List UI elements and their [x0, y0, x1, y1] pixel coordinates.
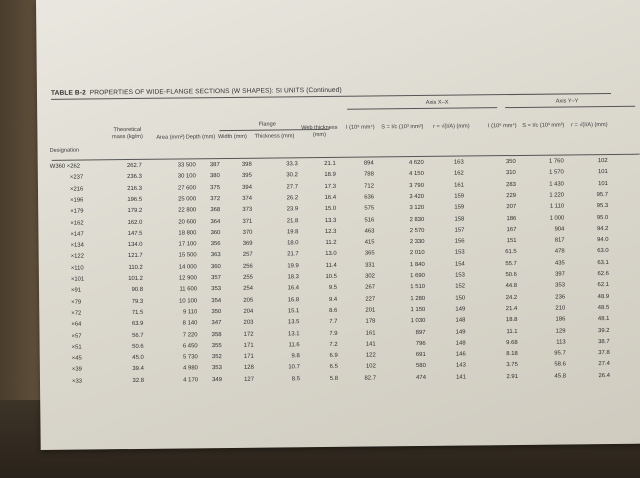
cell-depth: 353	[211, 365, 222, 372]
cell-sx: 1 030	[410, 318, 426, 325]
cell-depth: 375	[210, 184, 221, 191]
cell-designation: ×147	[70, 231, 84, 238]
cell-sy: 817	[554, 237, 565, 244]
cell-depth: 360	[210, 229, 221, 236]
cell-ry: 37.8	[598, 350, 610, 357]
cell-iy: 18.8	[505, 317, 518, 324]
cell-sy: 113	[556, 339, 566, 346]
header-mass: Theoretical mass (kg/m)	[112, 126, 143, 141]
cell-iy: 3.75	[506, 362, 518, 369]
header-iy: I (10⁶ mm⁴)	[487, 122, 517, 130]
cell-iy: 55.7	[505, 260, 517, 267]
cell-thickness: 11.6	[288, 342, 300, 349]
cell-depth: 363	[210, 252, 221, 259]
cell-rx: 156	[454, 238, 465, 245]
cell-ry: 26.4	[598, 372, 610, 379]
cell-mass: 101.2	[128, 275, 143, 283]
header-rx: r = √(I/A) (mm)	[433, 123, 470, 130]
cell-designation: ×64	[71, 321, 82, 328]
cell-sy: 1 000	[549, 214, 565, 222]
cell-mass: 121.7	[127, 253, 143, 260]
cell-ry: 38.7	[598, 338, 610, 345]
cell-width: 172	[243, 331, 254, 338]
cell-sx: 1 150	[410, 306, 426, 313]
cell-width: 369	[242, 240, 253, 247]
cell-mass: 39.4	[132, 366, 144, 373]
cell-area: 4 170	[183, 377, 199, 384]
cell-mass: 90.8	[131, 287, 144, 294]
cell-ix: 201	[365, 307, 376, 314]
cell-mass: 236.3	[127, 174, 142, 181]
table-number: TABLE B-2	[50, 89, 86, 97]
cell-designation: ×51	[71, 344, 82, 351]
cell-rx: 158	[454, 216, 465, 223]
cell-web: 16.4	[324, 194, 337, 201]
book-page	[36, 0, 640, 450]
cell-area: 5 730	[182, 354, 198, 361]
cell-iy: 310	[505, 170, 516, 177]
cell-thickness: 15.1	[287, 308, 300, 315]
cell-mass: 56.7	[132, 332, 144, 339]
cell-mass: 162.0	[127, 219, 143, 226]
cell-ry: 27.4	[598, 361, 610, 368]
cell-area: 27 600	[177, 184, 197, 192]
cell-thickness: 33.3	[286, 161, 298, 168]
cell-designation: ×134	[70, 242, 84, 249]
cell-ry: 62.1	[597, 282, 610, 289]
cell-sx: 3 790	[409, 182, 424, 189]
cell-ix: 516	[364, 216, 375, 224]
table-title: PROPERTIES OF WIDE-FLANGE SECTIONS (W SHAPES): SI UNITS (Continued)	[89, 86, 342, 97]
cell-web: 9.4	[328, 296, 338, 303]
axis-x-rule	[347, 107, 497, 110]
cell-depth: 355	[211, 342, 222, 349]
cell-web: 6.5	[329, 364, 338, 371]
cell-ry: 63.0	[597, 248, 609, 255]
cell-width: 373	[242, 206, 253, 214]
header-axis-x: Axis X–X	[425, 99, 449, 106]
cell-thickness: 18.3	[287, 274, 299, 281]
header-ry: r = √(I/A) (mm)	[571, 122, 608, 129]
header-axis-y: Axis Y–Y	[555, 98, 579, 105]
cell-thickness: 16.4	[287, 285, 300, 292]
cell-mass: 79.3	[131, 298, 144, 305]
cell-iy: 61.5	[505, 249, 517, 256]
cell-sx: 3 120	[409, 205, 425, 212]
cell-thickness: 13.1	[288, 330, 300, 337]
header-sy: S = I/c (10³ mm³)	[522, 122, 565, 129]
cell-ry: 62.6	[597, 271, 609, 278]
cell-depth: 387	[209, 162, 220, 169]
cell-area: 11 600	[179, 286, 198, 293]
cell-area: 14 000	[178, 264, 197, 271]
header-ix: I (10⁶ mm⁴)	[345, 124, 375, 131]
cell-sx: 4 150	[409, 171, 424, 178]
cell-rx: 157	[454, 227, 465, 234]
cell-depth: 357	[211, 275, 221, 282]
cell-depth: 349	[212, 376, 223, 383]
cell-depth: 380	[209, 173, 220, 180]
cell-iy: 8.18	[506, 351, 518, 358]
cell-width: 257	[242, 252, 253, 259]
cell-sx: 1 690	[410, 272, 425, 280]
cell-sx: 691	[415, 352, 426, 359]
cell-sx: 4 620	[408, 159, 424, 167]
cell-width: 256	[242, 263, 253, 270]
cell-designation: ×216	[69, 186, 84, 193]
cell-sy: 1 570	[549, 169, 564, 176]
cell-thickness: 21.8	[286, 217, 299, 224]
cell-designation: ×57	[71, 333, 82, 340]
cell-sx: 2 010	[409, 250, 425, 257]
cell-mass: 32.8	[132, 377, 145, 384]
header-flange: Flange	[258, 121, 276, 128]
cell-designation: W360 ×262	[49, 163, 81, 170]
cell-designation: ×179	[70, 208, 84, 215]
cell-iy: 24.2	[505, 294, 518, 301]
cell-web: 10.5	[325, 273, 337, 280]
axis-y-rule	[505, 106, 635, 108]
cell-area: 10 100	[179, 297, 198, 305]
cell-ry: 48.9	[597, 293, 610, 300]
cell-thickness: 9.8	[291, 353, 300, 360]
cell-depth: 347	[211, 320, 222, 327]
cell-iy: 350	[505, 158, 516, 166]
cell-depth: 356	[210, 241, 221, 248]
cell-depth: 352	[211, 354, 222, 361]
cell-sy: 904	[554, 226, 565, 233]
cell-thickness: 19.9	[287, 262, 299, 270]
cell-ix: 141	[365, 341, 376, 348]
cell-thickness: 10.7	[288, 364, 300, 371]
cell-rx: 163	[453, 159, 464, 166]
cell-rx: 159	[454, 204, 465, 211]
cell-mass: 262.7	[126, 162, 142, 170]
cell-thickness: 13.5	[287, 319, 300, 326]
cell-width: 374	[242, 195, 253, 202]
cell-width: 371	[242, 218, 253, 225]
cell-designation: ×110	[70, 265, 84, 272]
cell-ry: 95.7	[596, 191, 609, 199]
cell-iy: 11.1	[506, 328, 518, 335]
cell-ry: 94.0	[597, 237, 609, 244]
cell-ix: 788	[363, 171, 374, 178]
cell-ix: 365	[364, 250, 375, 257]
cell-web: 13.3	[324, 217, 337, 224]
cell-web: 11.4	[325, 262, 337, 269]
cell-thickness: 26.2	[286, 195, 299, 202]
cell-ry: 95.0	[596, 214, 609, 221]
cell-designation: ×101	[70, 276, 85, 283]
cell-rx: 148	[455, 340, 466, 347]
cell-depth: 353	[211, 286, 222, 293]
cell-rx: 141	[456, 374, 467, 381]
cell-rx: 162	[453, 170, 464, 177]
cell-area: 8 140	[182, 320, 198, 327]
cell-ix: 82.7	[364, 375, 377, 382]
cell-sy: 210	[555, 305, 566, 312]
cell-rx: 153	[455, 272, 465, 279]
cell-width: 205	[243, 297, 254, 304]
cell-iy: 9.68	[506, 339, 518, 346]
cell-area: 6 450	[182, 343, 198, 350]
cell-mass: 45.0	[132, 354, 144, 362]
cell-designation: ×196	[70, 197, 84, 204]
cell-sx: 2 570	[409, 227, 425, 234]
cell-width: 398	[241, 161, 252, 168]
cell-iy: 50.6	[505, 271, 517, 279]
cell-sx: 474	[416, 374, 427, 381]
cell-sx: 1 280	[410, 295, 426, 302]
cell-ix: 331	[364, 262, 375, 269]
cell-ry: 48.1	[597, 316, 610, 323]
cell-ry: 101	[598, 180, 608, 187]
cell-thickness: 19.8	[286, 229, 299, 236]
cell-sx: 580	[415, 363, 426, 370]
cell-designation: ×237	[69, 174, 84, 181]
cell-rx: 150	[455, 295, 466, 302]
cell-sy: 1 220	[549, 192, 565, 199]
cell-ix: 712	[364, 183, 374, 190]
cell-mass: 63.9	[131, 321, 144, 328]
cell-iy: 186	[506, 215, 517, 222]
cell-sy: 397	[555, 271, 565, 278]
cell-width: 370	[242, 229, 253, 236]
cell-sx: 897	[415, 329, 426, 336]
cell-width: 254	[243, 286, 254, 293]
cell-sy: 186	[555, 316, 566, 323]
cell-area: 18 800	[178, 230, 197, 237]
cell-width: 394	[242, 184, 253, 191]
cell-sx: 1 840	[410, 261, 425, 268]
cell-iy: 207	[506, 204, 517, 211]
cell-sx: 2 330	[409, 239, 425, 246]
cell-web: 18.9	[324, 172, 336, 179]
cell-mass: 196.5	[127, 196, 143, 203]
cell-thickness: 23.9	[286, 206, 299, 213]
cell-rx: 154	[454, 261, 465, 268]
cell-rx: 152	[455, 283, 466, 290]
cell-web: 9.5	[328, 285, 338, 292]
cell-web: 13.0	[325, 251, 337, 258]
cell-mass: 147.5	[127, 230, 143, 237]
cell-area: 17 100	[178, 241, 197, 248]
cell-iy: 167	[506, 226, 517, 233]
cell-ix: 894	[363, 160, 374, 167]
cell-area: 25 000	[178, 196, 197, 203]
cell-sx: 3 420	[409, 193, 425, 200]
header-sx: S = I/c (10³ mm³)	[381, 123, 424, 131]
cell-ix: 227	[365, 296, 376, 303]
cell-area: 4 980	[183, 365, 198, 372]
cell-sy: 58.6	[554, 361, 566, 368]
header-area: Area (mm²)	[156, 134, 185, 141]
cell-sy: 478	[554, 248, 565, 255]
cell-web: 8.6	[329, 307, 338, 314]
cell-designation: ×91	[71, 287, 82, 294]
cell-depth: 364	[210, 218, 221, 225]
header-width: Width (mm)	[217, 133, 247, 141]
cell-area: 9 110	[182, 309, 198, 316]
cell-ry: 63.1	[597, 259, 609, 266]
cell-width: 171	[243, 342, 254, 349]
cell-web: 7.9	[329, 330, 338, 337]
cell-ry: 39.2	[597, 327, 610, 334]
cell-designation: ×45	[71, 355, 82, 362]
cell-designation: ×72	[71, 310, 82, 317]
cell-thickness: 21.7	[287, 251, 299, 258]
cell-rx: 146	[455, 351, 466, 358]
cell-area: 12 900	[178, 275, 197, 282]
cell-ix: 575	[364, 205, 375, 212]
cell-ix: 161	[365, 329, 376, 337]
cell-rx: 161	[454, 182, 464, 189]
cell-thickness: 30.2	[286, 172, 298, 179]
cell-ry: 94.2	[596, 225, 609, 232]
cell-sy: 1 760	[548, 158, 564, 165]
cell-depth: 358	[211, 331, 222, 338]
cell-rx: 148	[455, 317, 466, 324]
cell-width: 127	[244, 376, 255, 383]
cell-mass: 110.2	[128, 264, 143, 271]
cell-web: 6.9	[329, 352, 338, 360]
cell-width: 395	[241, 173, 252, 180]
cell-width: 128	[243, 365, 254, 372]
cell-sx: 796	[415, 340, 426, 347]
cell-iy: 283	[506, 181, 516, 188]
cell-area: 20 600	[178, 218, 197, 226]
cell-designation: ×33	[71, 378, 83, 385]
cell-depth: 360	[210, 263, 221, 270]
cell-area: 33 500	[177, 162, 196, 169]
cell-ix: 302	[365, 273, 375, 280]
cell-designation: ×79	[71, 299, 82, 306]
cell-ix: 636	[364, 194, 375, 201]
cell-sy: 129	[555, 327, 566, 335]
cell-sy: 353	[555, 282, 566, 289]
cell-thickness: 18.0	[287, 240, 299, 247]
header-designation: Designation	[49, 147, 80, 154]
cell-web: 12.3	[324, 228, 337, 235]
cell-iy: 151	[506, 238, 517, 245]
cell-iy: 2.91	[506, 373, 519, 380]
cell-ry: 101	[597, 169, 608, 176]
cell-mass: 216.3	[127, 185, 143, 192]
cell-area: 30 100	[177, 173, 196, 180]
cell-web: 5.8	[329, 375, 339, 382]
cell-web: 15.0	[324, 206, 337, 213]
cell-depth: 354	[211, 297, 222, 304]
cell-sy: 236	[555, 294, 566, 301]
cell-ix: 463	[364, 228, 375, 235]
cell-iy: 44.8	[505, 283, 518, 290]
cell-area: 7 220	[182, 331, 198, 338]
cell-depth: 350	[211, 308, 222, 316]
cell-ix: 178	[365, 318, 376, 325]
cell-sy: 1 110	[549, 203, 565, 210]
cell-rx: 159	[454, 193, 465, 200]
cell-area: 15 500	[178, 252, 197, 259]
cell-web: 7.7	[329, 319, 338, 326]
cell-ix: 415	[364, 239, 375, 246]
cell-mass: 134.0	[127, 241, 143, 249]
cell-rx: 149	[455, 329, 466, 336]
cell-mass: 179.2	[127, 208, 143, 215]
cell-designation: ×162	[70, 220, 84, 227]
header-depth: Depth (mm)	[185, 134, 216, 141]
cell-ry: 102	[597, 158, 608, 165]
cell-depth: 368	[210, 207, 221, 214]
cell-iy: 229	[506, 192, 517, 199]
cell-mass: 50.6	[132, 343, 144, 350]
cell-web: 17.3	[324, 183, 337, 190]
cell-web: 7.2	[329, 341, 338, 348]
cell-rx: 143	[455, 362, 466, 370]
cell-ix: 122	[365, 352, 376, 359]
cell-designation: ×39	[71, 366, 82, 374]
cell-ix: 267	[365, 284, 376, 291]
cell-ry: 48.5	[597, 304, 610, 312]
cell-area: 22 800	[178, 207, 197, 214]
cell-width: 203	[243, 319, 254, 327]
cell-mass: 71.5	[131, 309, 144, 316]
cell-sy: 435	[554, 260, 565, 267]
cell-width: 171	[243, 353, 254, 360]
cell-sy: 1 430	[549, 181, 564, 188]
cell-rx: 149	[455, 306, 466, 313]
cell-web: 21.1	[324, 160, 336, 167]
cell-thickness: 8.5	[291, 375, 301, 383]
cell-designation: ×122	[70, 253, 85, 261]
header-thickness: Thickness (mm)	[254, 133, 295, 140]
cell-sx: 1 510	[410, 284, 426, 291]
header-web-thickness: Web thickness (mm)	[301, 124, 338, 139]
cell-rx: 153	[454, 249, 465, 257]
cell-thickness: 27.7	[286, 183, 299, 190]
cell-thickness: 16.8	[287, 296, 300, 303]
cell-sy: 95.7	[554, 350, 566, 357]
cell-ix: 102	[365, 363, 376, 370]
cell-ry: 95.3	[596, 203, 609, 210]
cell-web: 11.2	[325, 239, 337, 247]
cell-depth: 372	[210, 195, 221, 203]
cell-width: 204	[243, 308, 254, 315]
cell-sx: 2 830	[409, 216, 425, 223]
cell-sy: 45.8	[554, 373, 566, 380]
cell-width: 255	[243, 274, 253, 281]
cell-iy: 21.4	[505, 305, 518, 312]
